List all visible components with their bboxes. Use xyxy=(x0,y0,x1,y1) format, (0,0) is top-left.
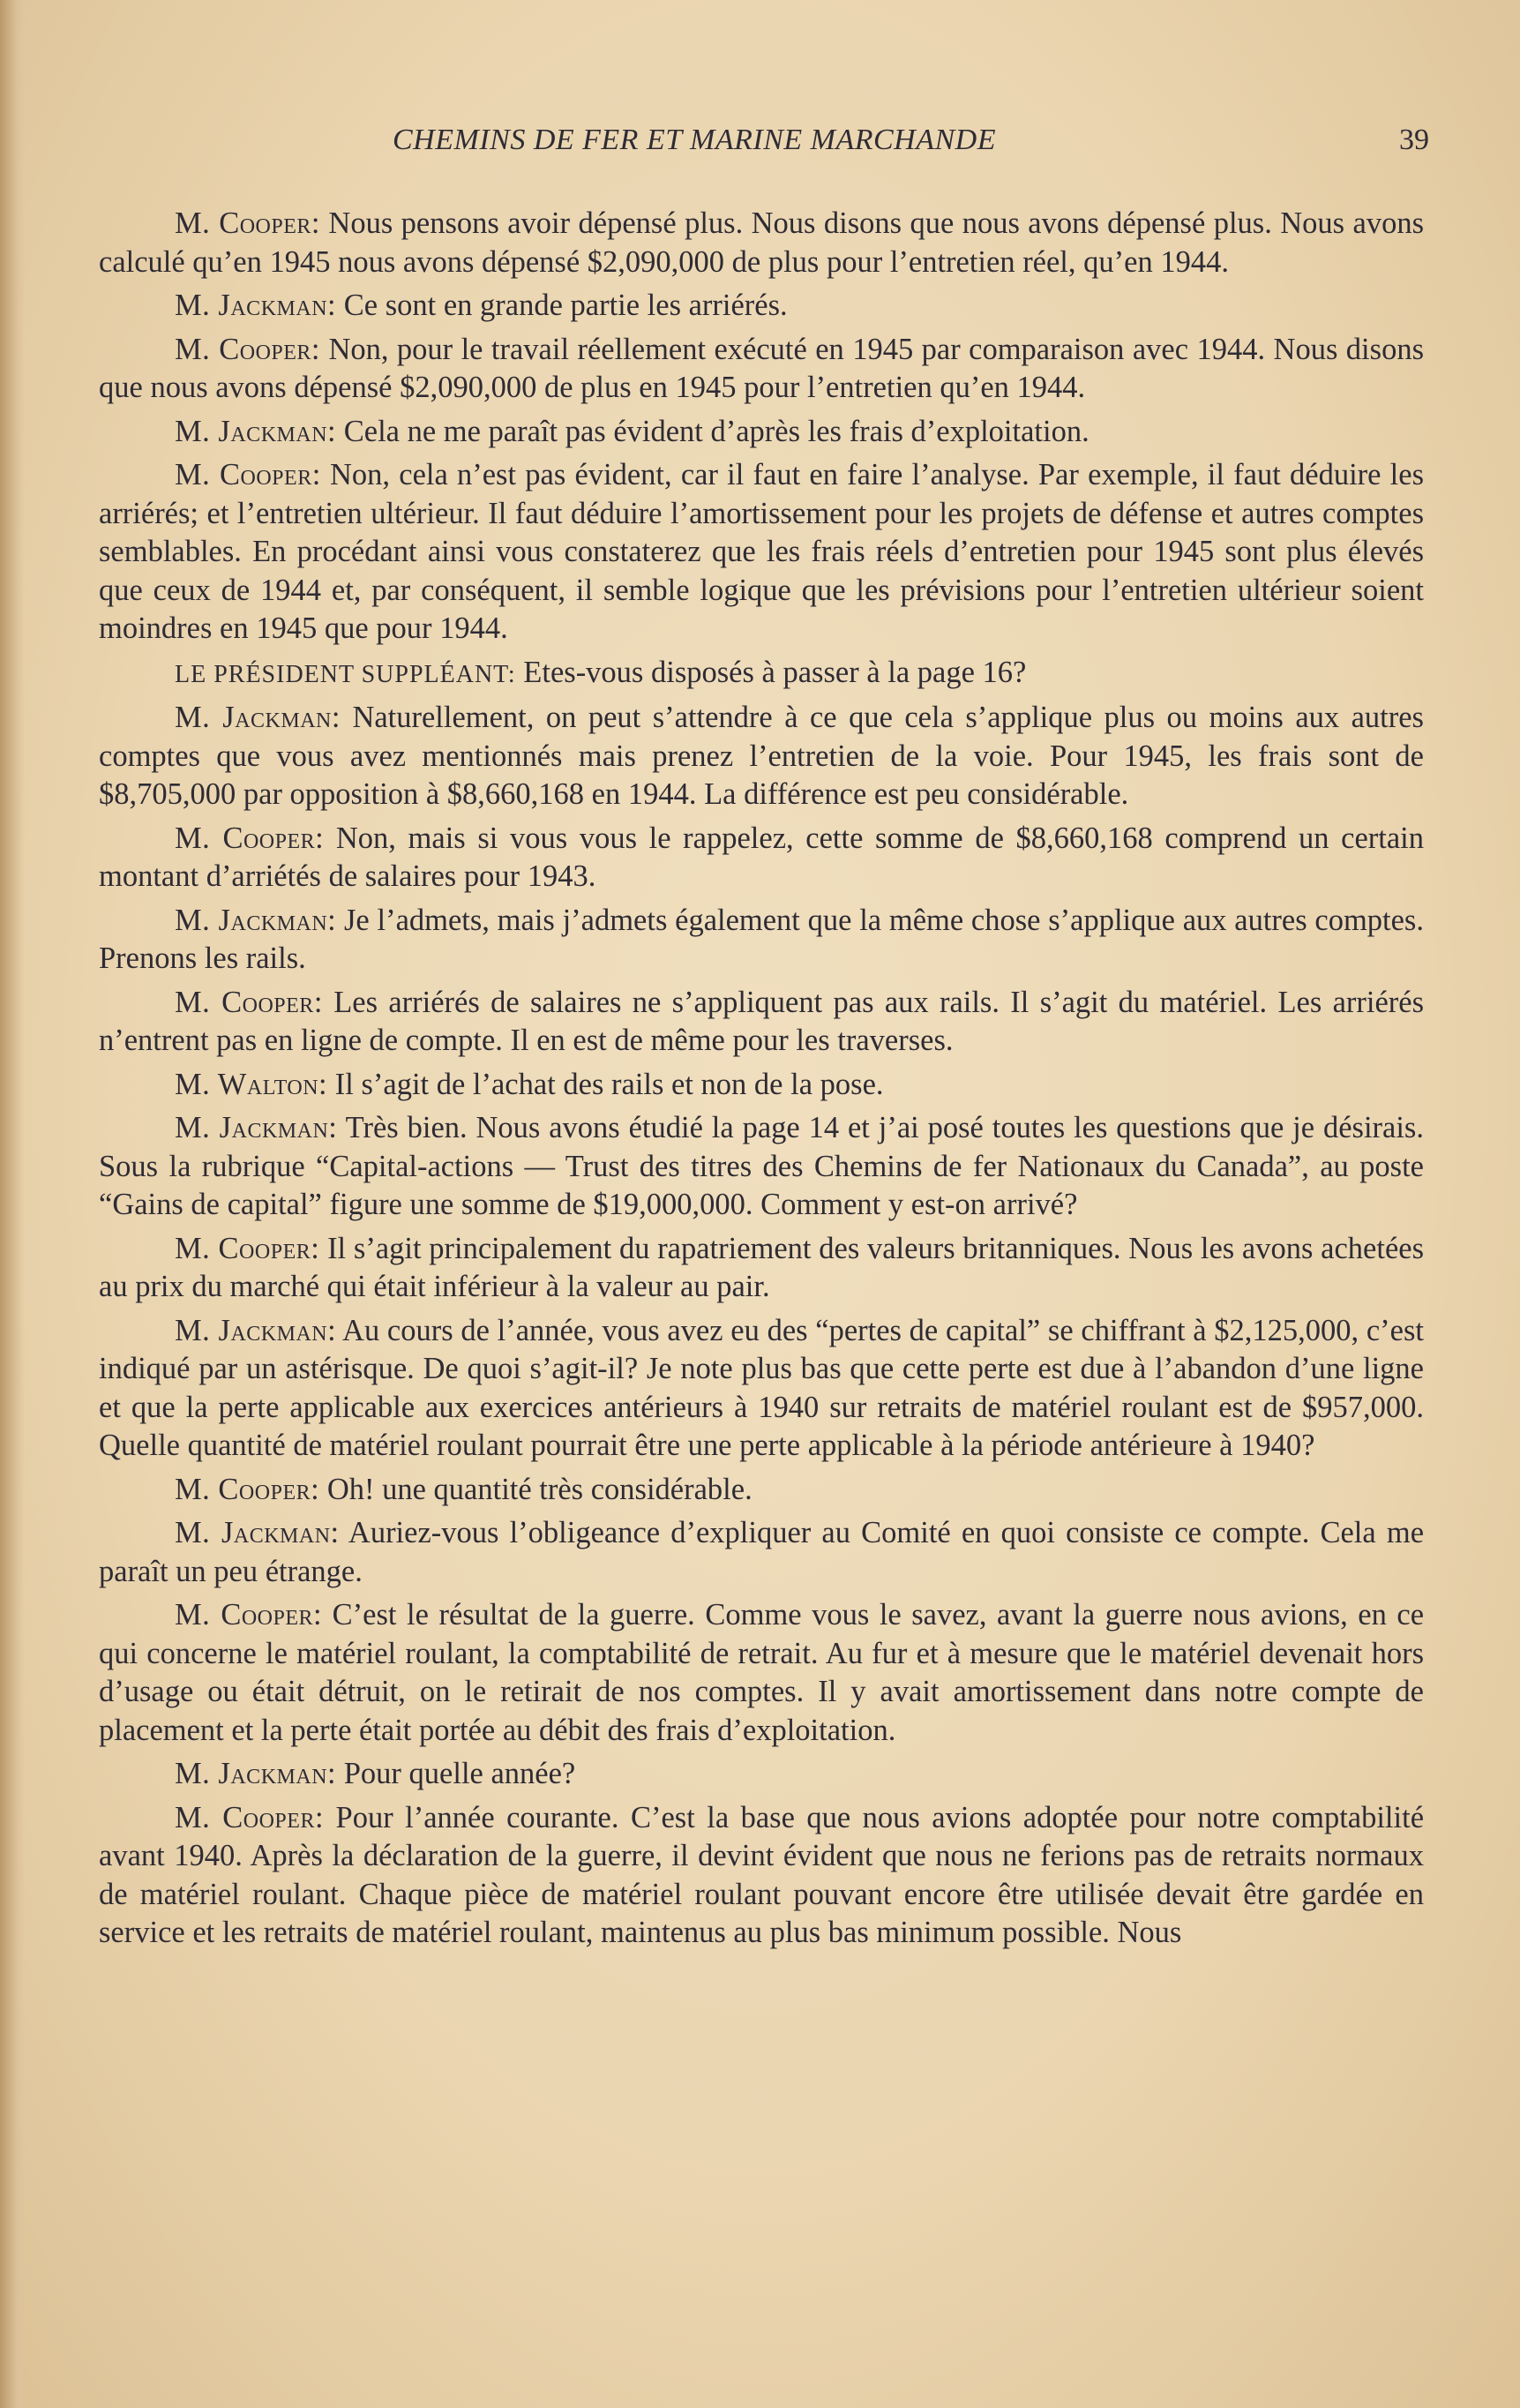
paragraph-text: Pour quelle année? xyxy=(336,1757,576,1790)
paragraph-text: Oh! une quantité très considérable. xyxy=(319,1472,753,1506)
speaker-name: M. Cooper: xyxy=(175,1598,323,1632)
speaker-name: M. Jackman: xyxy=(175,1757,337,1790)
speaker-name: M. Jackman: xyxy=(175,289,337,322)
paragraph xyxy=(99,902,1424,979)
paragraph xyxy=(99,1755,1424,1794)
speaker-name: M. Jackman: xyxy=(175,701,341,734)
paragraph xyxy=(99,820,1424,896)
paragraph xyxy=(99,1066,1424,1105)
paragraph-text: Naturellement, on peut s’attendre à ce que cela s’applique plus ou moins aux autres comptes que vous avez mentionnés mais prenez l’entretien de la voie. Pour 1945, les frais sont de $8,705,000 par opposition à $8,660,168 en 1944. La différence est peu considérable. xyxy=(99,701,1424,811)
paragraph xyxy=(99,413,1424,452)
speaker-name: M. Cooper: xyxy=(175,821,325,855)
speaker-name: M. Jackman: xyxy=(175,1111,338,1144)
paragraph-text: Il s’agit de l’achat des rails et non de la pose. xyxy=(327,1067,884,1101)
paragraph xyxy=(99,1514,1424,1591)
paragraph-text: Etes-vous disposés à passer à la page 16? xyxy=(515,655,1027,689)
page-number: 39 xyxy=(1399,124,1429,156)
paragraph-text: Pour l’année courante. C’est la base que nous avions adoptée pour notre comptabilité avant 1940. Après la déclaration de la guerre, il devint évident que nous ne ferions pas de retraits normaux de matériel roulant. Chaque pièce de matériel roulant pouvant encore être utilisée devait être gardée en service et les retraits de matériel roulant, maintenus au plus bas minimum possible. Nous xyxy=(99,1800,1424,1949)
speaker-name: LE PRÉSIDENT SUPPLÉANT: xyxy=(175,660,516,688)
paragraph xyxy=(99,699,1424,814)
paragraph-text: Je l’admets, mais j’admets également que la même chose s’applique aux autres comptes. Prenons les rails. xyxy=(99,903,1424,975)
paragraph-text: Il s’agit principalement du rapatriement des valeurs britanniques. Nous les avons achetées au prix du marché qui était inférieur à la valeur au pair. xyxy=(99,1231,1424,1303)
paragraph-text: Cela ne me paraît pas évident d’après les frais d’exploitation. xyxy=(336,414,1089,448)
paragraph xyxy=(99,456,1424,649)
speaker-name: M. Cooper: xyxy=(175,1800,325,1834)
paragraph xyxy=(99,984,1424,1061)
speaker-name: M. Jackman: xyxy=(175,1313,337,1347)
speaker-name: M. Walton: xyxy=(175,1067,328,1101)
paragraph-text: Très bien. Nous avons étudié la page 14 et j’ai posé toutes les questions que je désirais. Sous la rubrique “Capital-actions — Trust des titres des Chemins de fer Nationaux du Canada”, au poste “Gains de capital” figure une somme de $19,000,000. Comment y est-on arrivé? xyxy=(99,1111,1424,1221)
speaker-name: M. Cooper: xyxy=(175,985,323,1019)
speaker-name: M. Cooper: xyxy=(175,1472,320,1506)
paragraph xyxy=(99,1471,1424,1510)
paragraph-text: Nous pensons avoir dépensé plus. Nous disons que nous avons dépensé plus. Nous avons calculé qu’en 1945 nous avons dépensé $2,090,000 de plus pour l’entretien réel, qu’en 1944. xyxy=(99,206,1424,279)
paragraph xyxy=(99,1312,1424,1466)
paragraph-text: C’est le résultat de la guerre. Comme vous le savez, avant la guerre nous avions, en ce qui concerne le matériel roulant, la comptabilité de retrait. Au fur et à mesure que le matériel devenait hors d’usage ou était détruit, on le retirait de nos comptes. Il y avait amortissement dans notre compte de placement et la perte était portée au débit des frais d’exploitation. xyxy=(99,1598,1424,1747)
paragraph xyxy=(99,1230,1424,1307)
speaker-name: M. Jackman: xyxy=(175,903,337,937)
paragraph xyxy=(99,1799,1424,1953)
paragraph-text: Non, mais si vous vous le rappelez, cette somme de $8,660,168 comprend un certain montant d’arriétés de salaires pour 1943. xyxy=(99,821,1424,893)
paragraph-text: Au cours de l’année, vous avez eu des “pertes de capital” se chiffrant à $2,125,000, c’est indiqué par un astérisque. De quoi s’agit-il? Je note plus bas que cette perte est due à l’abandon d’une ligne et que la perte applicable aux exercices antérieurs à 1940 sur retraits de matériel roulant est de $957,000. Quelle quantité de matériel roulant pourrait être une perte applicable à la période antérieure à 1940? xyxy=(99,1313,1424,1462)
paragraph-text: Les arriérés de salaires ne s’appliquent pas aux rails. Il s’agit du matériel. Les arriérés n’entrent pas en ligne de compte. Il en est de même pour les traverses. xyxy=(99,985,1424,1057)
speaker-name: M. Cooper: xyxy=(175,1231,320,1265)
paragraph-text: Non, pour le travail réellement exécuté en 1945 par comparaison avec 1944. Nous disons que nous avons dépensé $2,090,000 de plus en 1945 pour l’entretien qu’en 1944. xyxy=(99,332,1424,404)
speaker-name: M. Cooper: xyxy=(175,458,321,491)
paragraph-text: Non, cela n’est pas évident, car il faut en faire l’analyse. Par exemple, il faut déduire les arriérés; et l’entretien ultérieur. Il faut déduire l’amortissement pour les projets de défense et autres comptes semblables. En procédant ainsi vous constaterez que les frais réels d’entretien pour 1945 sont plus élevés que ceux de 1944 et, par conséquent, il semble logique que les prévisions pour l’entretien ultérieur soient moindres en 1945 que pour 1944. xyxy=(99,458,1424,645)
speaker-name: M. Cooper: xyxy=(175,206,320,240)
paragraph xyxy=(99,287,1424,326)
running-title: CHEMINS DE FER ET MARINE MARCHANDE xyxy=(393,124,997,156)
paragraph xyxy=(99,331,1424,408)
speaker-name: M. Cooper: xyxy=(175,332,321,366)
transcript-body xyxy=(99,205,1424,2322)
paragraph xyxy=(99,654,1424,694)
page-header xyxy=(168,124,1429,168)
speaker-name: M. Jackman: xyxy=(175,414,337,448)
speaker-name: M. Jackman: xyxy=(175,1516,340,1549)
paragraph-text: Ce sont en grande partie les arriérés. xyxy=(336,289,788,322)
paragraph xyxy=(99,205,1424,281)
paragraph-text: Auriez-vous l’obligeance d’expliquer au Comité en quoi consiste ce compte. Cela me paraît un peu étrange. xyxy=(99,1516,1424,1588)
paragraph xyxy=(99,1109,1424,1225)
page-spine-shadow xyxy=(0,0,25,2408)
paragraph xyxy=(99,1596,1424,1750)
